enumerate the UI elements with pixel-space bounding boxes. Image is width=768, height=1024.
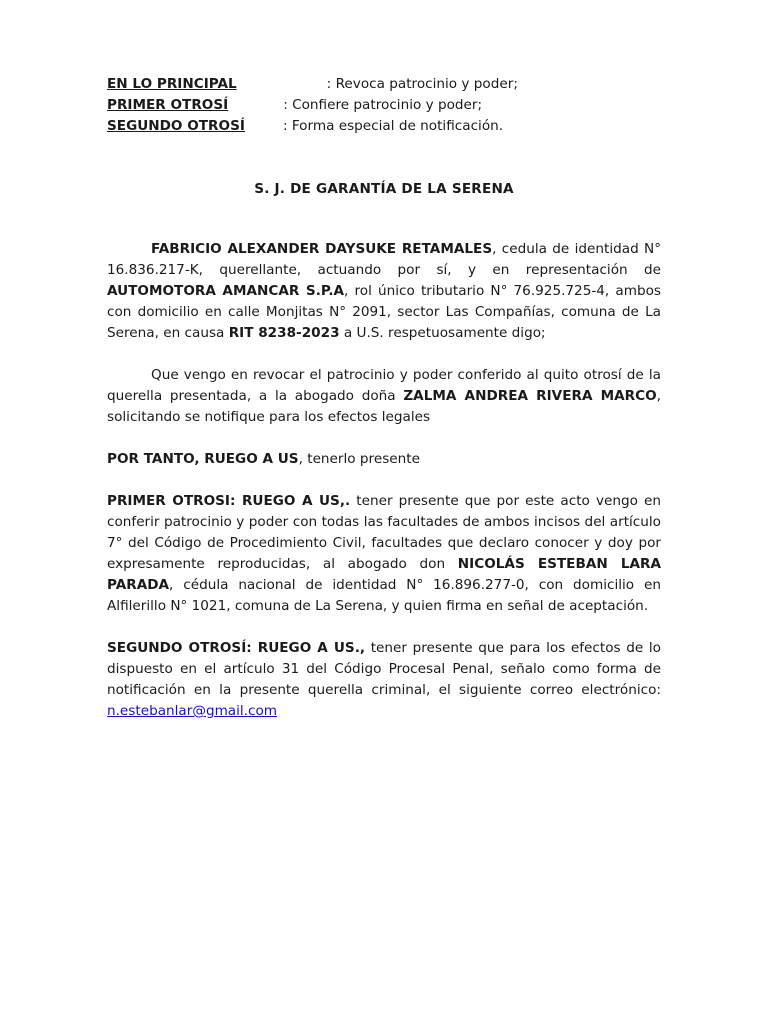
primer-otrosi-text: tener presente que por este acto vengo en conferir patrocinio y poder con todas las facultades de ambos incisos del artículo 7° del Código de Procedimiento Civil, facultades que declaro conocer y doy por expresamente reproducidas, al abogado don [107,493,661,572]
sumilla-label: PRIMER OTROSÍ [107,97,229,113]
sumilla-row [107,116,661,137]
email-link[interactable]: n.estebanlar@gmail.com [107,703,278,719]
revoked-lawyer-name: ZALMA ANDREA RIVERA MARCO [403,388,657,404]
company-name: AUTOMOTORA AMANCAR S.P.A [107,283,345,299]
new-lawyer-name: NICOLÁS ESTEBAN LARA PARADA [107,556,661,593]
segundo-otrosi-text: tener presente que para los efectos de lo dispuesto en el artículo 31 del Código Procesal Penal, señalo como forma de notificación en la presente querella criminal, el siguiente correo electrónico: [107,640,661,698]
intro-paragraph [107,239,661,344]
por-tanto-paragraph [107,449,661,470]
segundo-otrosi-heading: SEGUNDO OTROSÍ: RUEGO A US., [107,640,366,656]
sumilla-row [107,95,661,116]
primer-otrosi-heading: PRIMER OTROSI: RUEGO A US,. [107,493,351,509]
intro-text: , cedula de identidad N° 16.836.217-K, querellante, actuando por sí, y en representación de [107,241,662,278]
sumilla-row [107,74,661,95]
sumilla-value: : Revoca patrocinio y poder; [326,76,518,92]
revoca-text: , solicitando se notifique para los efectos legales [107,388,661,425]
revoca-text: Que vengo en revocar el patrocinio y poder conferido al quito otrosí de la querella presentada, a la abogado doña [107,367,661,404]
por-tanto-heading: POR TANTO, RUEGO A US [107,451,299,467]
sumilla-value: : Forma especial de notificación. [282,118,504,134]
document-page [107,74,661,722]
case-rit: RIT 8238-2023 [228,325,340,341]
intro-text: , rol único tributario N° 76.925.725-4, ambos con domicilio en calle Monjitas N° 2091, sector Las Compañías, comuna de La Serena, en causa [107,283,661,341]
sumilla-block [107,74,661,137]
primer-otrosi-paragraph [107,491,661,617]
segundo-otrosi-paragraph [107,638,661,722]
primer-otrosi-text: , cédula nacional de identidad N° 16.896.277-0, con domicilio en Alfilerillo N° 1021, comuna de La Serena, y quien firma en señal de aceptación. [107,577,661,614]
sumilla-value: : Confiere patrocinio y poder; [283,97,483,113]
por-tanto-text: , tenerlo presente [298,451,420,467]
revoca-paragraph [107,365,661,428]
sumilla-label: EN LO PRINCIPAL [107,76,237,92]
sumilla-label: SEGUNDO OTROSÍ [107,118,245,134]
intro-text: a U.S. respetuosamente digo; [339,325,546,341]
court-heading: S. J. DE GARANTÍA DE LA SERENA [254,181,514,197]
plaintiff-name: FABRICIO ALEXANDER DAYSUKE RETAMALES [151,241,493,257]
